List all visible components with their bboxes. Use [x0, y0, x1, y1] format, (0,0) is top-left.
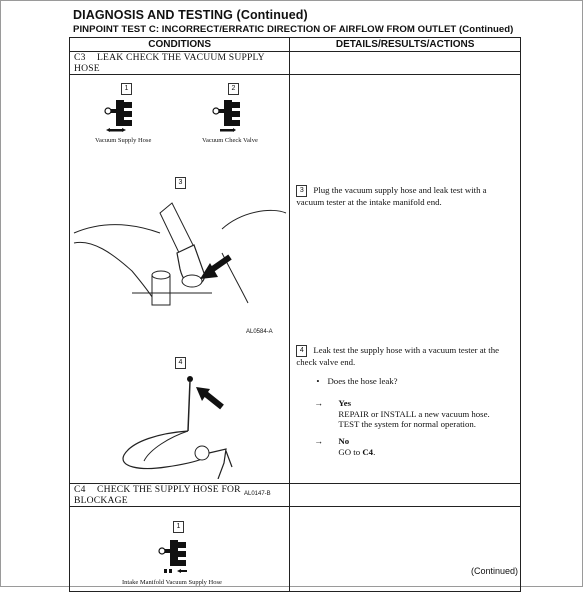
- arrow-right-icon: →: [314, 436, 324, 446]
- c4-conditions-cell: [70, 507, 290, 592]
- figure-1-number: 1: [121, 83, 132, 95]
- no-action: GO to C4.: [338, 446, 376, 457]
- c3-details-cell: [290, 75, 521, 484]
- c4-figure-1-caption: Intake Manifold Vacuum Supply Hose: [122, 579, 222, 586]
- section-c4-header-blank: [290, 484, 521, 507]
- section-c4-title: CHECK THE SUPPLY HOSE FOR BLOCKAGE: [74, 484, 241, 506]
- c4-figure-1-number: 1: [173, 521, 184, 533]
- yes-label: Yes: [338, 398, 352, 408]
- section-c3-header-blank: [290, 52, 521, 75]
- figure-1-caption: Vacuum Supply Hose: [95, 137, 152, 144]
- yes-action-repair: REPAIR or INSTALL a new vacuum hose.: [338, 408, 490, 419]
- step-3-text: 3 Plug the vacuum supply hose and leak test with a vacuum tester at the intake manifold end.: [296, 185, 487, 207]
- vacuum-check-valve-icon: [208, 97, 256, 133]
- step-3-number: 3: [296, 185, 307, 197]
- hose-leak-question: • Does the hose leak?: [316, 376, 398, 386]
- vacuum-supply-hose-icon: [100, 97, 148, 133]
- no-label: No: [338, 436, 350, 446]
- go-to-c4-link[interactable]: C4: [362, 446, 374, 457]
- section-c4-code: C4: [74, 484, 86, 495]
- page-title: DIAGNOSIS AND TESTING (Continued): [73, 8, 308, 22]
- figure-4-number: 4: [175, 357, 186, 369]
- section-c3-code: C3: [74, 52, 86, 63]
- figure-4-reference: AL0147-B: [244, 491, 271, 497]
- figure-3-number: 3: [175, 177, 186, 189]
- details-column-header: DETAILS/RESULTS/ACTIONS: [290, 38, 521, 52]
- figure-2-number: 2: [228, 83, 239, 95]
- c4-details-cell: [290, 507, 521, 592]
- arrow-right-icon: →: [314, 398, 324, 408]
- pinpoint-test-table: [69, 37, 521, 592]
- yes-action-test: TEST the system for normal operation.: [338, 419, 476, 429]
- vacuum-tester-figure: [110, 371, 270, 479]
- figure-3-reference: AL0584-A: [246, 329, 273, 335]
- test-title: PINPOINT TEST C: INCORRECT/ERRATIC DIRECTION OF AIRFLOW FROM OUTLET (Continued): [73, 24, 514, 35]
- continued-footer: (Continued): [471, 566, 519, 576]
- section-c3-title: LEAK CHECK THE VACUUM SUPPLY HOSE: [74, 52, 265, 74]
- step-4-text: 4 Leak test the supply hose with a vacuum tester at the check valve end.: [296, 345, 500, 367]
- step-4-number: 4: [296, 345, 307, 357]
- figure-2-caption: Vacuum Check Valve: [202, 137, 258, 144]
- conditions-column-header: CONDITIONS: [70, 38, 290, 52]
- section-c3-header: [70, 52, 290, 75]
- intake-manifold-vacuum-hose-icon: [154, 537, 202, 573]
- intake-manifold-hose-figure: [72, 193, 288, 311]
